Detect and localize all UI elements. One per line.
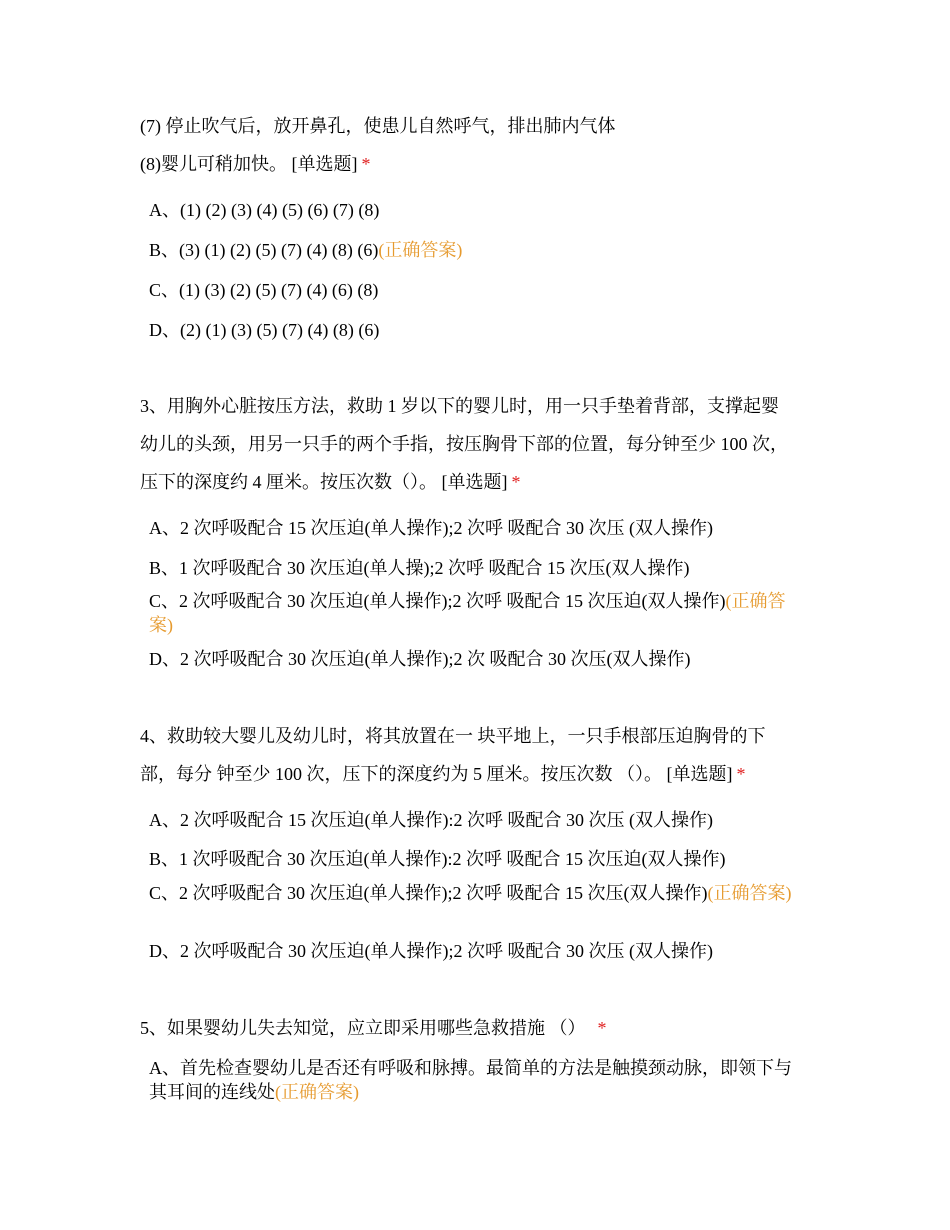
q2-option-c[interactable] [149,279,378,301]
option-text: B、(3) (1) (2) (5) (7) (4) (8) (6) [149,240,379,260]
q2-option-d[interactable] [149,319,379,341]
required-mark: * [736,764,746,784]
q3-option-d[interactable] [149,648,690,670]
q3-stem-text: 压下的深度约 4 厘米。按压次数（）。 [单选题] [140,472,508,492]
option-text: C、(1) (3) (2) (5) (7) (4) (6) (8) [149,280,379,300]
option-text: C、2 次呼吸配合 30 次压迫(单人操作);2 次呼 吸配合 15 次压迫(双人操作) [149,591,726,611]
required-mark: * [361,154,371,174]
q2-option-b[interactable] [149,239,462,261]
q4-option-a[interactable] [149,809,713,831]
option-text: D、(2) (1) (3) (5) (7) (4) (8) (6) [149,320,380,340]
q2-stem-text: (8)婴儿可稍加快。 [单选题] [140,154,358,174]
option-text: D、2 次呼吸配合 30 次压迫(单人操作);2 次呼 吸配合 30 次压 (双人操作) [149,941,713,961]
q3-option-a[interactable] [149,517,713,539]
q3-stem-line1: 3、用胸外心脏按压方法，救助 1 岁以下的婴儿时，用一只手垫着背部，支撑起婴 [140,396,779,416]
q5-stem-text: 5、如果婴幼儿失去知觉，应立即采用哪些急救措施 （） [140,1018,586,1038]
q4-option-c[interactable] [149,881,799,905]
q4-stem-text: 部，每分 钟至少 100 次，压下的深度约为 5 厘米。按压次数 （）。 [单选题] [140,764,733,784]
option-text: B、1 次呼吸配合 30 次压迫(单人操);2 次呼 吸配合 15 次压(双人操作) [149,558,690,578]
correct-answer-label: (正确答案) [378,240,463,260]
q4-stem-line1: 4、救助较大婴儿及幼儿时，将其放置在一 块平地上，一只手根部压迫胸骨的下 [140,726,766,746]
option-text: C、2 次呼吸配合 30 次压迫(单人操作);2 次呼 吸配合 15 次压(双人操作) [149,883,708,903]
q2-stem-line1: (7) 停止吹气后，放开鼻孔，使患儿自然呼气，排出肺内气体 [140,116,616,136]
required-mark: * [511,472,521,492]
q3-stem-line2: 幼儿的头颈，用另一只手的两个手指，按压胸骨下部的位置，每分钟至少 100 次， [140,434,788,454]
q3-option-c[interactable] [149,589,799,637]
option-text: B、1 次呼吸配合 30 次压迫(单人操作):2 次呼 吸配合 15 次压迫(双人操作) [149,849,726,869]
q2-option-a[interactable] [149,199,379,221]
q3-stem-line3 [140,471,521,493]
q3-option-b[interactable] [149,557,689,579]
required-mark: * [597,1018,607,1038]
option-text: D、2 次呼吸配合 30 次压迫(单人操作);2 次 吸配合 30 次压(双人操作) [149,649,691,669]
q2-stem-line2 [140,153,370,175]
option-text: A、(1) (2) (3) (4) (5) (6) (7) (8) [149,200,380,220]
option-text: A、首先检查婴幼儿是否还有呼吸和脉搏。最简单的方法是触摸颈动脉，即领下与其耳间的连线处 [149,1058,792,1102]
option-text: A、2 次呼吸配合 15 次压迫(单人操作);2 次呼 吸配合 30 次压 (双人操作) [149,518,713,538]
correct-answer-label: (正确答案) [707,883,792,903]
q4-option-b[interactable] [149,848,725,870]
q4-stem-line2 [140,763,746,785]
q5-stem-line1 [140,1017,607,1039]
q4-option-d[interactable] [149,940,713,962]
correct-answer-label: (正确答案) [149,591,786,635]
correct-answer-label: (正确答案) [275,1082,359,1102]
q5-option-a[interactable] [149,1056,799,1104]
option-text: A、2 次呼吸配合 15 次压迫(单人操作):2 次呼 吸配合 30 次压 (双人操作) [149,810,713,830]
